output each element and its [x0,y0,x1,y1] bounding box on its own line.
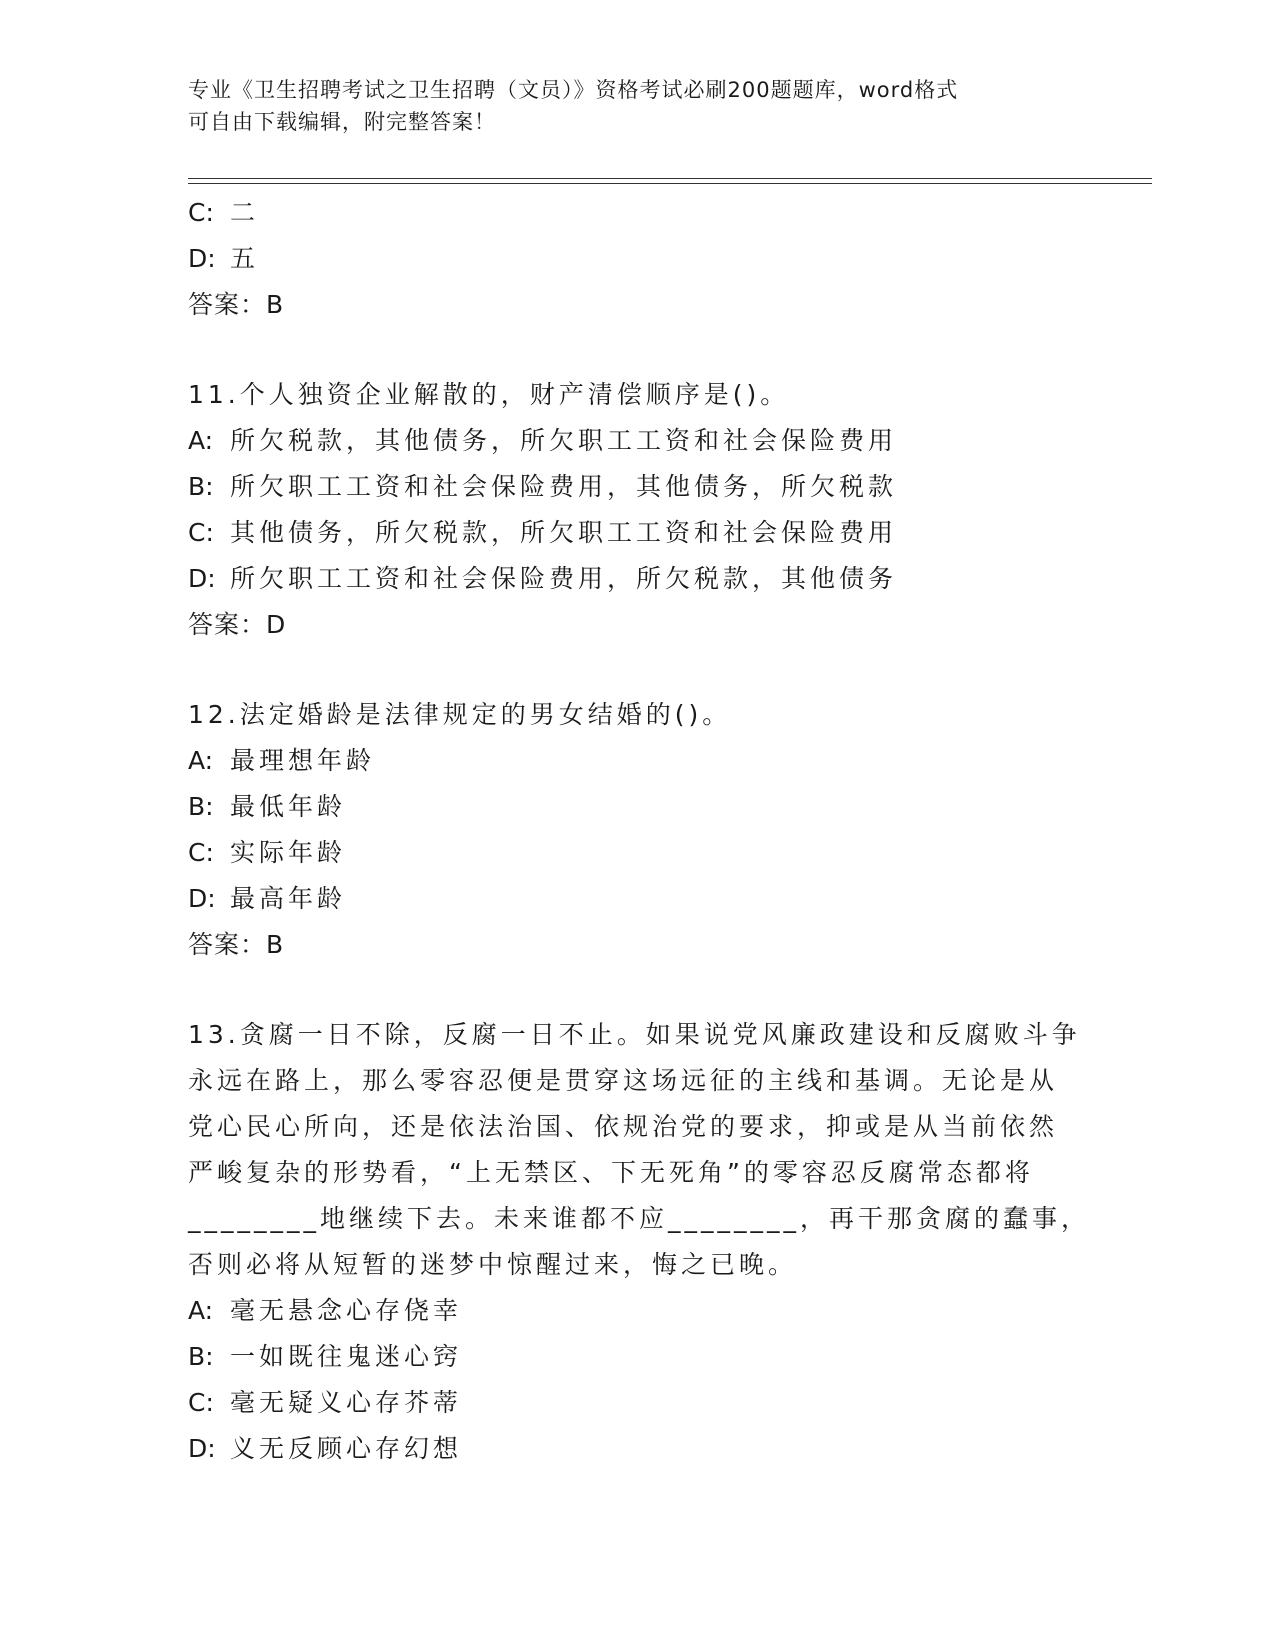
stem-line: 否则必将从短暂的迷梦中惊醒过来，悔之已晚。 [188,1250,798,1279]
answer-line: 答案：B [188,930,285,959]
option-c: C: 实际年龄 [188,838,347,867]
answer-line: 答案：B [188,290,285,319]
stem-line: 13.贪腐一日不除，反腐一日不止。如果说党风廉政建设和反腐败斗争 [188,1020,1081,1049]
question-list [188,190,1091,1472]
header-divider-top [188,178,1152,179]
option-a: A: 毫无悬念心存侥幸 [188,1296,463,1325]
option-a: A: 所欠税款，其他债务，所欠职工工资和社会保险费用 [188,426,898,455]
option-b: B: 一如既往鬼迷心窍 [188,1342,463,1371]
option-b: B: 所欠职工工资和社会保险费用，其他债务，所欠税款 [188,472,898,501]
option-b: B: 最低年龄 [188,792,347,821]
option-c: C: 二 [188,198,260,227]
document-header [188,74,1088,138]
question-stem [188,1012,1091,1288]
option-d: D: 五 [188,244,260,273]
option-d: D: 义无反顾心存幻想 [188,1434,463,1463]
question-stem: 11.个人独资企业解散的，财产清偿顺序是()。 [188,380,790,409]
stem-line: 永远在路上，那么零容忍便是贯穿这场远征的主线和基调。无论是从 [188,1066,1059,1095]
question-stem: 12.法定婚龄是法律规定的男女结婚的()。 [188,700,732,729]
question-12 [188,692,1088,968]
stem-line: 党心民心所向，还是依法治国、依规治党的要求，抑或是从当前依然 [188,1112,1059,1141]
option-d: D: 所欠职工工资和社会保险费用，所欠税款，其他债务 [188,564,898,593]
option-c: C: 毫无疑义心存芥蒂 [188,1388,463,1417]
question-13 [188,1012,1091,1472]
stem-line: ________地继续下去。未来谁都不应________，再干那贪腐的蠢事， [188,1204,1091,1233]
option-a: A: 最理想年龄 [188,746,376,775]
header-title-line-2: 可自由下载编辑，附完整答案！ [188,110,496,134]
question-11 [188,372,1088,648]
option-c: C: 其他债务，所欠税款，所欠职工工资和社会保险费用 [188,518,898,547]
stem-line: 严峻复杂的形势看，“上无禁区、下无死角”的零容忍反腐常态都将 [188,1158,1034,1187]
answer-line: 答案：D [188,610,287,639]
option-d: D: 最高年龄 [188,884,347,913]
header-divider-bottom [188,183,1152,184]
header-title-line-1: 专业《卫生招聘考试之卫生招聘（文员）》资格考试必刷200题题库，word格式 [188,78,959,102]
question-10-tail [188,190,1088,328]
